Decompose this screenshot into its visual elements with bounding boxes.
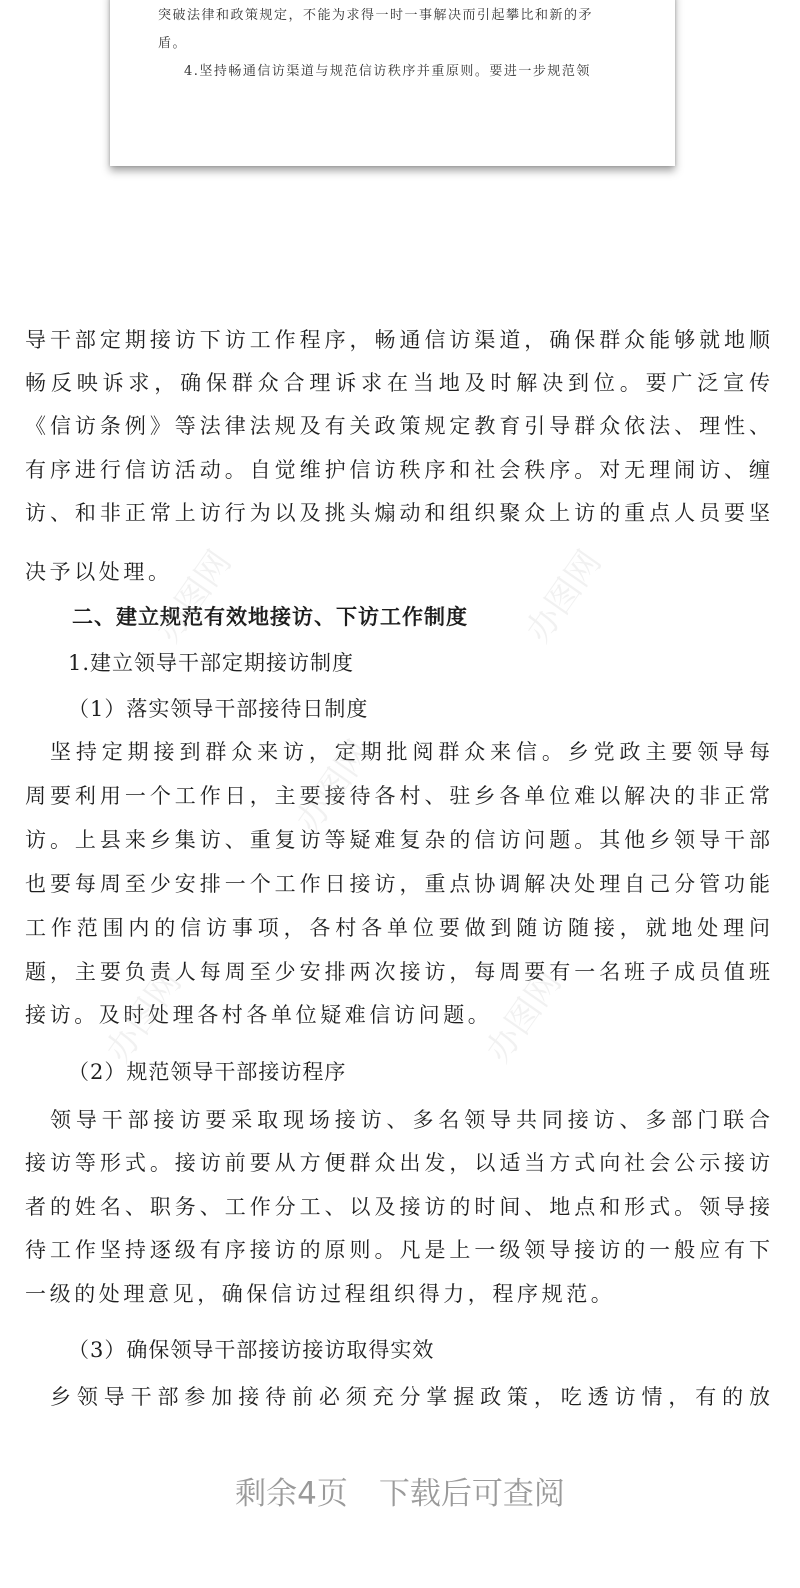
body-text-line: 《信访条例》等法律法规及有关政策规定教育引导群众依法、理性、 [25,414,770,438]
body-text-line: 也要每周至少安排一个工作日接访，重点协调解决处理自己分管功能 [25,872,770,896]
body-text-line: 畅反映诉求，确保群众合理诉求在当地及时解决到位。要广泛宣传 [25,371,770,395]
body-text-line: 题，主要负责人每周至少安排两次接访，每周要有一名班子成员值班 [25,960,770,984]
watermark: 办图网 [98,963,190,1070]
subsection-heading: （1）落实领导干部接待日制度 [68,697,369,721]
subsection-heading: 1.建立领导干部定期接访制度 [68,651,355,675]
download-to-read-more-banner[interactable]: 剩余4页 下载后可查阅 [235,1476,565,1512]
watermark: 办图网 [478,963,570,1070]
preview-line: 突破法律和政策规定，不能为求得一时一事解决而引起攀比和新的矛 [158,8,594,23]
body-text-line: 接访等形式。接访前要从方便群众出发，以适当方式向社会公示接访 [25,1151,770,1175]
body-text-line: 待工作坚持逐级有序接访的原则。凡是上一级领导接访的一般应有下 [25,1238,770,1262]
preview-line: 盾。 [158,36,188,51]
watermark: 办图网 [148,543,240,650]
body-text-line: 周要利用一个工作日，主要接待各村、驻乡各单位难以解决的非正常 [25,784,770,808]
paragraph-first-line: 乡领导干部参加接待前必须充分掌握政策，吃透访情，有的放 [50,1385,770,1409]
paragraph-last-line: 接访。及时处理各村各单位疑难信访问题。 [25,1003,493,1027]
body-text-line: 访、和非正常上访行为以及挑头煽动和组织聚众上访的重点人员要坚 [25,501,770,525]
body-text-line: 有序进行信访活动。自觉维护信访秩序和社会秩序。对无理闹访、缠 [25,458,770,482]
body-text-line: 工作范围内的信访事项，各村各单位要做到随访随接，就地处理问 [25,916,770,940]
previous-page-preview [110,0,675,166]
body-text-line: 访。上县来乡集访、重复访等疑难复杂的信访问题。其他乡领导干部 [25,828,770,852]
subsection-heading: （2）规范领导干部接访程序 [68,1060,347,1084]
watermark: 办图网 [288,733,380,840]
body-text-line: 者的姓名、职务、工作分工、以及接访的时间、地点和形式。领导接 [25,1195,770,1219]
section-heading: 二、建立规范有效地接访、下访工作制度 [72,604,468,629]
paragraph-first-line: 坚持定期接到群众来访，定期批阅群众来信。乡党政主要领导每 [50,740,770,764]
watermark: 办图网 [518,543,610,650]
paragraph-first-line: 领导干部接访要采取现场接访、多名领导共同接访、多部门联合 [50,1108,770,1132]
paragraph-last-line: 一级的处理意见，确保信访过程组织得力，程序规范。 [25,1282,616,1306]
paragraph-last-line: 决予以处理。 [25,560,173,584]
subsection-heading: （3）确保领导干部接访接访取得实效 [68,1338,435,1362]
preview-line: 4.坚持畅通信访渠道与规范信访秩序并重原则。要进一步规范领 [184,64,591,79]
body-text-line: 导干部定期接访下访工作程序，畅通信访渠道，确保群众能够就地顺 [25,328,770,352]
